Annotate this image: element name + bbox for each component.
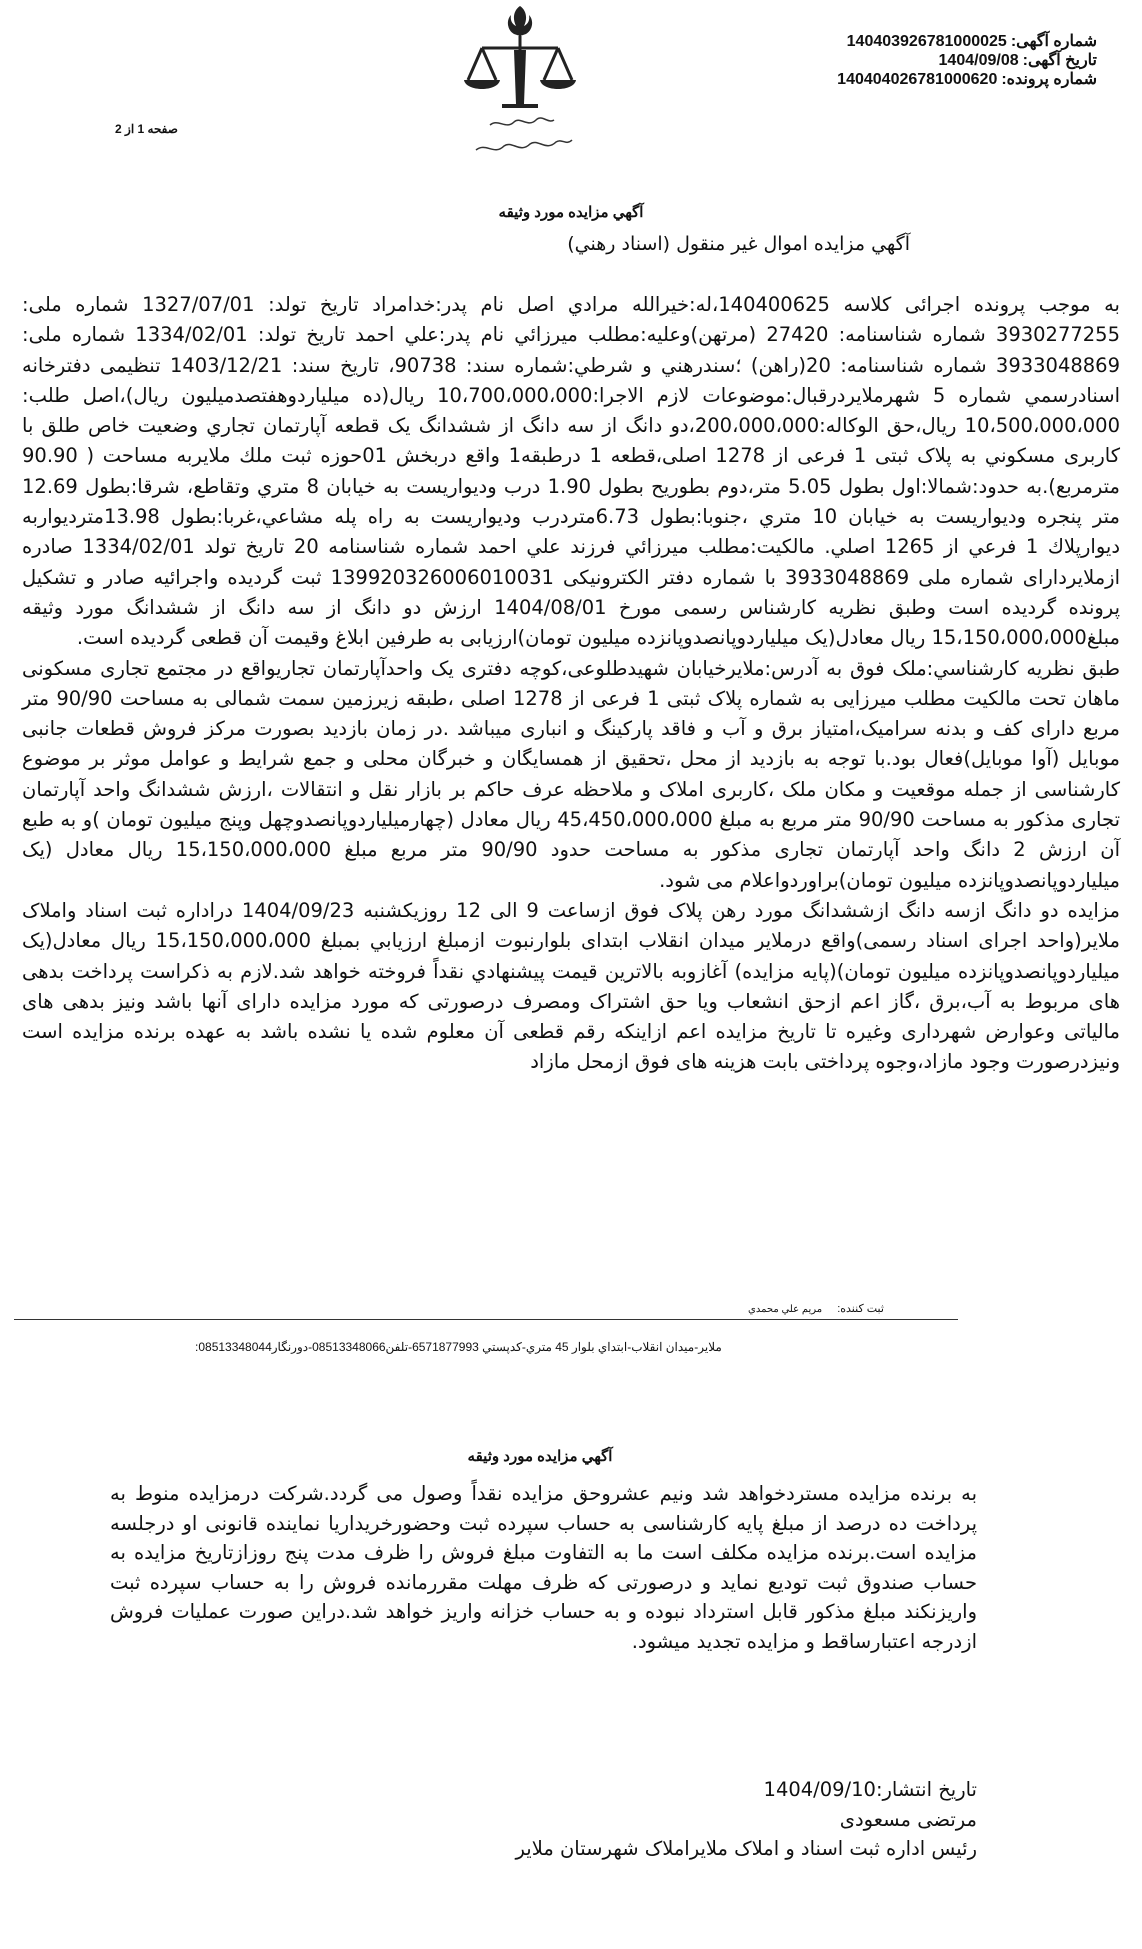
notice-title: آگهي مزايده مورد وثيقه <box>498 204 644 221</box>
notice2-body <box>110 1479 977 1656</box>
notice-paragraph: طبق نظريه كارشناسي:ملک فوق به آدرس:ملايرخيابان شهيدطلوعی،کوچه دفتری يک واحدآپارتمان تجاريواقع در مجتمع تجاری مسکونی ماهان تحت مالکيت مطلب ميرزايی به شماره پلاک ثبتی 1 فرعی از 1278 اصلی ،طبقه زيرزمين سمت شمالی به مساحت 90/90 متر مربع دارای کف و بدنه سراميک،امتياز برق و آب و فاقد پارکينگ و انباری ميباشد .در زمان بازديد بصورت مرکز فروش قطعات جانبی موبايل (آوا موبايل)فعال بود.با توجه به بازديد از محل ،تحقيق از همسايگان و خبرگان محلی و جمع شرايط و عوامل موثر بر موضوع کارشناسی از جمله موقعيت و مکان ملک ،کاربری املاک و ملاحظه عرف حاکم بر بازار نقل و انتقالات ،ارزش ششدانگ واحد آپارتمان تجاری مذکور به مساحت 90/90 متر مربع به مبلغ 45،450،000،000 ريال معادل (چهارميلياردوپانصدوچهل وپنج ميليون تومان )و به طبع آن ارزش 2 دانگ واحد آپارتمان تجاری مذکور به مساحت حدود 90/90 متر مربع مبلغ 15،150،000،000 ريال معادل (يک ميلياردوپانصدوپانزده ميليون تومان)براوردواعلام می شود. <box>22 656 1120 892</box>
ad-number: 140403926781000025 <box>846 33 1007 50</box>
case-number-row <box>837 70 1097 89</box>
case-number-label: شماره پرونده: <box>1001 71 1097 88</box>
notice2-signoff <box>110 1775 977 1864</box>
ad-number-row <box>837 32 1097 51</box>
signer-title: رئيس اداره ثبت اسناد و املاک ملايراملاک شهرستان ملاير <box>515 1837 977 1860</box>
ad-number-label: شماره آگهی: <box>1010 33 1097 50</box>
office-address: ملاير-ميدان انقلاب-ابتداي بلوار 45 متري-کدپستي 6571877993-تلفن08513348066-دورنگار08513348044: <box>195 1340 722 1354</box>
case-number: 140404026781000620 <box>837 71 998 88</box>
notice-subtitle: آگهي مزايده اموال غير منقول (اسناد رهني) <box>567 233 910 255</box>
page-number: صفحه 1 از 2 <box>115 122 178 136</box>
ad-date: 1404/09/08 <box>938 52 1019 69</box>
ad-date-row <box>837 51 1097 70</box>
signer-name: مرتضی مسعودی <box>839 1807 977 1831</box>
notice-body <box>22 290 1120 1078</box>
publish-date-row <box>110 1775 977 1805</box>
notice2-paragraph: به برنده مزايده مستردخواهد شد ونيم عشروحق مزايده نقداً وصول می گردد.شرکت درمزايده منوط به پرداخت ده درصد از مبلغ پايه کارشناسی به حساب سپرده ثبت وحضورخريداريا نماينده قانونی او درجلسه مزايده است.برنده مزايده مکلف است ما به التفاوت مبلغ فروش را ظرف مدت پنج روزازتاريخ مزايده به حساب صندوق ثبت توديع نمايد و درصورتی که ظرف مهلت مقررمانده فروش را به حساب سپرده ثبت واريزنکند مبلغ مذکور قابل استرداد نبوده و به حساب خزانه واريز خواهد شد.دراين صورت عمليات فروش ازدرجه اعتبارساقط و مزايده تجديد ميشود. <box>110 1482 977 1653</box>
notice-paragraph: مزايده دو دانگ ازسه دانگ ازششدانگ مورد رهن پلاک فوق ازساعت 9 الی 12 روزيکشنبه 1404/09/23 دراداره ثبت اسناد واملاک ملاير(واحد اجرای اسناد رسمی)واقع درملاير ميدان انقلاب ابتدای بلوارنبوت ازمبلغ ارزيابي بمبلغ 15،150،000،000 ريال معادل(يک ميلياردوپانصدوپانزده ميليون تومان)(پايه مزايده) آغازوبه بالاترين قيمت پيشنهادي نقداً فروخته خواهد شد.لازم به ذکراست پرداخت بدهی های مربوط به آب،برق ،گاز اعم ازحق انشعاب ويا حق اشتراک ومصرف درصورتی که مورد مزايده دارای آنها باشد ونيز بدهی های مالياتی وعوارض شهرداری وغيره تا تاريخ مزايده اعم ازاينکه رقم قطعی آن معلوم شده يا نشده باشد به عهده برنده مزايده است ونيزدرصورت وجود مازاد،وجوه پرداختی بابت هزينه های فوق ازمحل مازاد <box>22 898 1120 1074</box>
divider <box>14 1319 958 1320</box>
ad-date-label: تاریخ آگهی: <box>1022 52 1097 69</box>
ad-header-info <box>837 32 1097 89</box>
registrar-line <box>748 1302 884 1315</box>
publish-date: 1404/09/10 <box>763 1778 876 1801</box>
notice-paragraph: به موجب پرونده اجرائی کلاسه 140400625،له:خيرالله مرادي اصل نام پدر:خدامراد تاريخ تولد: 1327/07/01 شماره ملی: 3930277255 شماره شناسنامه: 27420 (مرتهن)وعليه:مطلب ميرزائي نام پدر:علي احمد تاريخ تولد: 1334/02/01 شماره ملی: 3933048869 شماره شناسنامه: 20(راهن) ؛سندرهني و شرطي:شماره سند: 90738، تاريخ سند: 1403/12/21 تنظيمی دفترخانه اسنادرسمي شماره 5 شهرملايردرقبال:موضوعات لازم الاجرا:10،700،000،000 ريال(ده ميلياردوهفتصدميليون ريال)،اصل طلب: 10،500،000،000 ريال،حق الوكاله:200،000،000،دو دانگ از سه دانگ از ششدانگ يک قطعه آپارتمان تجاري وضعيت خاص طلق با کاربری مسکوني به پلاک ثبتی 1 فرعی از 1278 اصلی،قطعه 1 درطبقه1 واقع دربخش 01حوزه ثبت ملك ملايربه مساحت ( 90.90 مترمربع).به حدود:شمالا:اول بطول 5.05 متر،دوم بطوريح بطول 1.90 درب وديواريست به خيابان 8 متري وتقاطع، شرقا:بطول 12.69 متر پنجره وديواريست به خيابان 10 متري ،جنوبا:بطول 6.73متردرب وديواريست به راه پله مشاعي،غربا:بطول 13.98مترديواربه ديوارپلاك 1 فرعي از 1265 اصلي. مالکيت:مطلب ميرزائي فرزند علي احمد شماره شناسنامه 20 تاريخ تولد 1334/02/01 صادره ازملايردارای شماره ملی 3933048869 با شماره دفتر الکترونيکی 139920326006010031 ثبت گرديده واجرائيه صادر و تشکيل پرونده گرديده است وطبق نظريه كارشناس رسمی مورخ 1404/08/01 ارزش دو دانگ از سه دانگ از ششدانگ مورد وثيقه مبلغ15،150،000،000 ريال معادل(يک ميلياردوپانصدوپانزده ميليون تومان)ارزيابی به طرفين ابلاغ وقيمت آن قطعی گرديده است. <box>22 293 1121 650</box>
publish-date-label: تاريخ انتشار: <box>875 1778 977 1801</box>
notice2-title: آگهي مزايده مورد وثيقه <box>467 1448 613 1465</box>
judiciary-emblem-icon <box>440 0 600 170</box>
registrar-name: مریم علي محمدي <box>748 1304 823 1315</box>
registrar-label: ثبت کننده: <box>837 1303 884 1315</box>
